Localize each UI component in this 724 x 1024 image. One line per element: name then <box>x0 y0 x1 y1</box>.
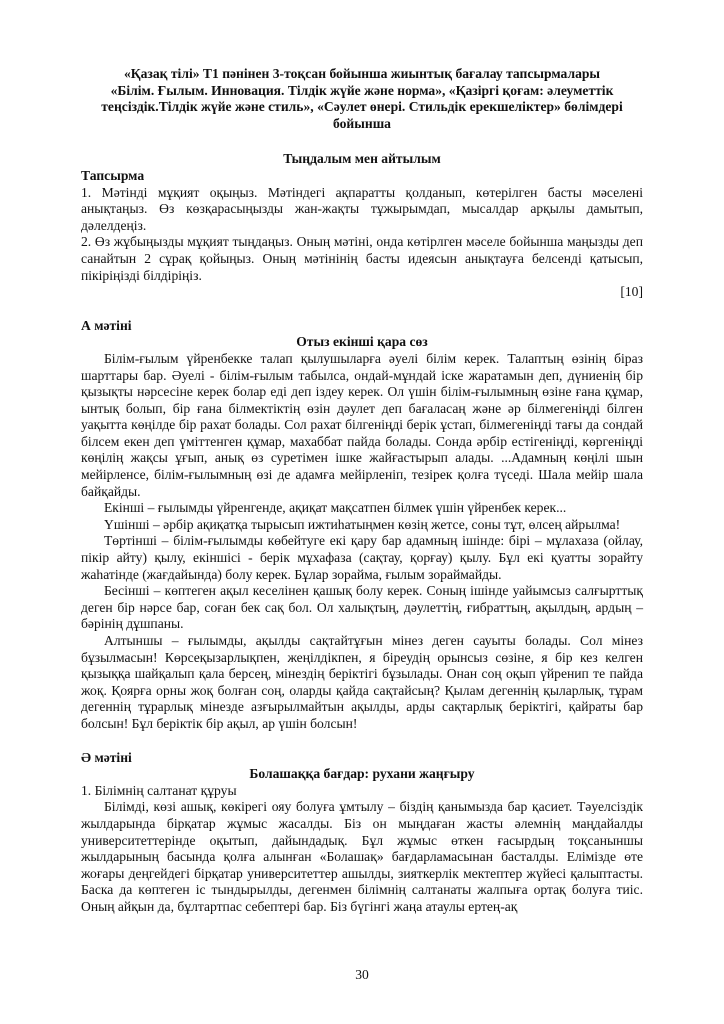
text-a-paragraph: Бесінші – көптеген ақыл кеселінен қашық болу керек. Соның ішінде уайымсыз салғырттық деген бір нәрсе бар, соған бек сақ бол. Ол халықтың, дәулеттің, ғибраттың, ақылдың, ардың – бәрінің дұшпаны. <box>81 583 643 632</box>
text-a-title: Отыз екінші қара сөз <box>296 334 428 350</box>
title-line: теңсіздік.Тілдік жүйе және стиль», «Сәулет өнері. Стильдік ерекшеліктер» бөлімдері <box>101 99 623 115</box>
text-a-paragraph: Екінші – ғылымды үйренгенде, ақиқат мақсатпен білмек үшін үйренбек керек... <box>104 500 567 516</box>
page-number: 30 <box>355 967 369 982</box>
text-a-paragraph: Үшінші – әрбір ақиқатқа тырысып ижтиһатыңмен көзің жетсе, соны тұт, өлсең айрылма! <box>104 516 621 532</box>
text-a-paragraph: Алтыншы – ғылымды, ақылды сақтайтұғын мінез деген сауыты болады. Сол мінез бұзылмасын! Көрсеқызарлықпен, жеңілдікпен, я біреудің орынсыз сөзіне, я бір кез келген қызыққа шайқалып қала берсең, мінездің беріктігі бұзылады. Онан соң оқып үйренип те пайда жоқ. Қоярға орны жоқ болған соң, оларды қайда сақтайсың? Қылам дегеннің қыларлық, тұрам дегеннің тұрарлық мінезде азғырылмайтын ақылды, арды сақтарлық беріктігі, қайраты бар болсын! Бұл беріктік бір ақыл, ар үшін болсын! <box>81 633 643 731</box>
title-line: «Қазақ тілі» Т1 пәнінен 3-тоқсан бойынша жиынтық бағалау тапсырмалары <box>123 66 601 81</box>
text-a-paragraph: Төртінші – білім-ғылымды көбейтуге екі қару бар адамның ішінде: бірі – мұлахаза (ойлау, пікір айту) қылу, екіншісі - берік мұхафаза (сақтау, қорғау) қылу. Бұл екі қуатты зорайту жаһатінде (жағдайында) болу керек. Бұлар зорайма, ғылым зораймайды. <box>81 533 643 582</box>
text-a-paragraph: Білім-ғылым үйренбекке талап қылушыларға әуелі білім керек. Талаптың өзінің біраз шарттары бар. Әуелі - білім-ғылым табылса, ондай-мұндай іске жаратамын деп, дүниенің бір қызықты нәрсесіне керек болар еді деп іздеу керек. Ол үшін білім-ғылымның өзіне ғана құмар, ынтық болып, бір ғана білмектіктің өзін дәулет деп бағаласаң және әр білмегеніңді білген уақытта көңілде бір рахат болады. Сол рахат білгеніңді берік ұстап, білмегеніңді тағы да сондай білсем екен деп үміттенген құмар, махаббат пайда болады. Сонда әрбір естігеніңді, көргеніңді көңілің жақсы ұғып, анық өз суретімен ішке жайғастырып алады. ...Адамның көңілі шын мейірленсе, білім-ғылымның өзі де адамға мейірленіп, тезірек қолға түседі. Шала мейір шала байқайды. <box>81 350 643 499</box>
task-item-2: 2. Өз жұбыңызды мұқият тыңдаңыз. Оның мәтіні, онда көтірлген мәселе бойынша маңызды деп санайтын 2 сұрақ қойыңыз. Оның мәтінінің басты идеясын анықтауға белсенді қатысып, пікіріңізді білдіріңіз. <box>81 234 643 283</box>
text-b-paragraph: Білімді, көзі ашық, көкірегі ояу болуға ұмтылу – біздің қанымызда бар қасиет. Тәуелсіздік жылдарында бірқатар жұмыс жасалды. Біз он мыңдаған жасты әлемнің маңдайалды университеттерінде оқытып, дайындадық. Бұл жұмыс өткен ғасырдың тоқсаныншы жылдарының басында қолға алынған «Болашақ» бағдарламасынан басталды. Елімізде өте жоғары деңгейдегі бірқатар университеттер ашылды, зияткерлік мектептер жүйесі қалыптасты. Баска да көптеген іс тындырылды, дегенмен білімнің салтанаты жалпыға ортақ болуға тиіс. Оның айқын да, бұлтартпас себептері бар. Біз бүгінгі жаңа атаулы ертең-ақ <box>81 799 643 914</box>
text-b-title: Болашаққа бағдар: рухани жаңғыру <box>249 766 475 782</box>
text-b-label: Ә мәтіні <box>81 749 132 765</box>
document-title <box>81 66 643 132</box>
score-label: [10] <box>620 284 643 300</box>
section-heading: Тыңдалым мен айтылым <box>283 151 441 167</box>
task-label: Тапсырма <box>81 167 145 183</box>
title-line: бойынша <box>333 115 391 131</box>
task-item-1: 1. Мәтінді мұқият оқыңыз. Мәтіндегі ақпаратты қолданып, көтерілген басты мәселені анықтаңыз. Өз көзқарасыңызды жан-жақты тұжырымдап, мысалдар арқылы дамытып, дәлелдеңіз. <box>81 184 643 233</box>
text-b-subheading: 1. Білімнің салтанат құруы <box>81 782 237 798</box>
title-line: «Білім. Ғылым. Инновация. Тілдік жүйе және норма», «Қазіргі қоғам: әлеуметтік <box>110 82 614 98</box>
text-a-label: А мәтіні <box>81 317 132 333</box>
